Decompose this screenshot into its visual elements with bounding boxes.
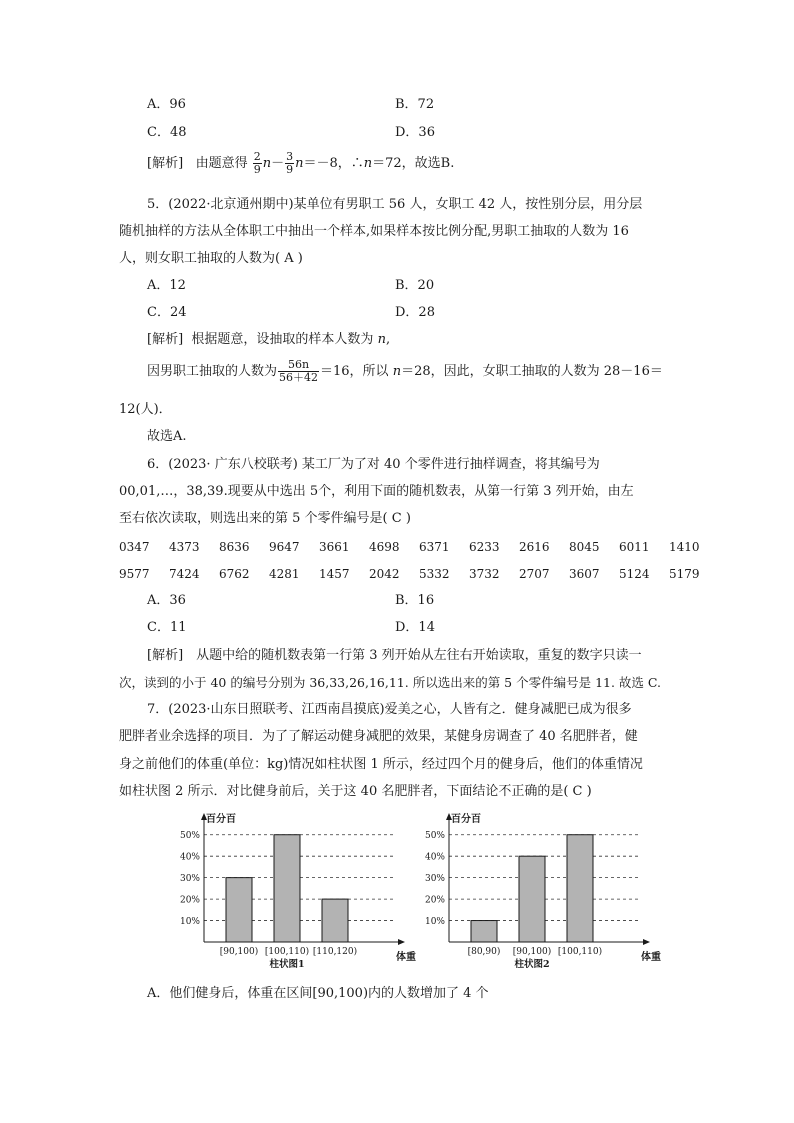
random-number-cell: 3607: [569, 567, 600, 581]
random-table-row-1: [119, 538, 719, 556]
q5-line-3: 人，则女职工抽取的人数为( A ): [119, 251, 303, 266]
random-number-cell: 6011: [619, 540, 650, 554]
q6-line-1: 6．(2023· 广东八校联考) 某工厂为了对 40 个零件进行抽样调查，将其编号为: [147, 457, 600, 472]
bar-chart-1: [170, 808, 416, 970]
random-number-cell: 7424: [169, 567, 200, 581]
bar: [471, 921, 497, 942]
q6-analysis-2: 次，读到的小于 40 的编号分别为 36,33,26,16,11. 所以选出来的第 5 个零件编号是 11. 故选 C.: [119, 675, 661, 690]
y-axis-label: 百分百: [206, 814, 236, 825]
q7-line-4: 如柱状图 2 所示．对比健身前后，关于这 40 名肥胖者，下面结论不正确的是( C ): [119, 784, 592, 799]
q5-option-c: C．24: [147, 305, 187, 320]
y-tick-label: 10%: [179, 917, 200, 928]
y-tick-label: 50%: [424, 831, 445, 842]
x-tick-label: [100,110): [557, 947, 603, 957]
random-table-row-2: [119, 565, 719, 583]
q7-line-2: 肥胖者业余选择的项目．为了了解运动健身减肥的效果，某健身房调查了 40 名肥胖者，健: [119, 729, 638, 744]
fraction: $\frac{2}{9}$: [253, 150, 261, 176]
q5-analysis-1: [解析] 根据题意，设抽取的样本人数为 n,: [147, 332, 391, 347]
random-number-cell: 6762: [219, 567, 250, 581]
q5-analysis-4: 故选A.: [147, 429, 187, 444]
chart-title: 柱状图2: [514, 959, 550, 970]
x-axis-label: 体重: [641, 952, 661, 963]
x-tick-label: [90,100): [512, 947, 552, 957]
bar-chart-2: [415, 808, 661, 970]
analysis-text: 由题意得: [195, 156, 248, 171]
random-number-cell: 4281: [269, 567, 300, 581]
bar: [322, 899, 348, 942]
x-tick-label: [100,110): [264, 947, 310, 957]
chart-title: 柱状图1: [269, 959, 305, 970]
q7-line-3: 身之前他们的体重(单位：kg)情况如柱状图 1 所示，经过四个月的健身后，他们的体重情况: [119, 757, 643, 772]
random-number-cell: 5332: [419, 567, 450, 581]
random-number-cell: 2616: [519, 540, 550, 554]
random-number-cell: 2707: [519, 567, 550, 581]
random-number-cell: 4373: [169, 540, 200, 554]
random-number-cell: 0347: [119, 540, 150, 554]
x-tick-label: [110,120): [312, 947, 358, 957]
q5-analysis-2: 因男职工抽取的人数为 $\frac{56n}{56+42}$ ＝16，所以 n＝28，因此，女职工抽取的人数为 28－16＝: [147, 358, 663, 384]
y-tick-label: 30%: [424, 874, 445, 885]
q6-option-c: C．11: [147, 620, 187, 635]
q6-analysis-1: [解析] 从题中给的随机数表第一行第 3 列开始从左往右开始读取，重复的数字只读一: [147, 648, 642, 663]
bar: [274, 835, 300, 942]
bar: [226, 878, 252, 942]
random-number-cell: 2042: [369, 567, 400, 581]
fraction: $\frac{3}{9}$: [286, 150, 294, 176]
y-tick-label: 40%: [424, 852, 445, 863]
q5-analysis-3: 12(人)．: [119, 402, 172, 417]
q7-line-1: 7．(2023·山东日照联考、江西南昌摸底)爱美之心，人皆有之．健身减肥已成为很多: [147, 702, 632, 717]
x-tick-label: [90,100): [219, 947, 259, 957]
q6-option-d: D．14: [395, 620, 435, 635]
y-tick-label: 30%: [179, 874, 200, 885]
q5-option-a: A．12: [147, 278, 186, 293]
random-number-cell: 6233: [469, 540, 500, 554]
analysis-tag: [解析]: [147, 156, 184, 171]
q4-option-c: C．48: [147, 125, 187, 140]
x-tick-label: [80,90): [467, 947, 501, 957]
q6-option-b: B．16: [395, 593, 435, 608]
random-number-cell: 5124: [619, 567, 650, 581]
bar: [519, 856, 545, 942]
q5-option-d: D．28: [395, 305, 435, 320]
q4-analysis: [解析] 由题意得 $\frac{2}{9}$ n－ $\frac{3}{9}$ n＝－8，∴n＝72，故选B.: [147, 150, 455, 176]
q5-line-2: 随机抽样的方法从全体职工中抽出一个样本,如果样本按比例分配,男职工抽取的人数为 16: [119, 224, 629, 239]
random-number-cell: 1457: [319, 567, 350, 581]
random-number-cell: 4698: [369, 540, 400, 554]
random-number-cell: 6371: [419, 540, 450, 554]
random-number-cell: 8045: [569, 540, 600, 554]
x-axis-label: 体重: [396, 952, 416, 963]
q5-option-b: B．20: [395, 278, 435, 293]
random-number-cell: 9647: [269, 540, 300, 554]
y-tick-label: 20%: [179, 895, 200, 906]
y-tick-label: 40%: [179, 852, 200, 863]
q6-line-3: 至右依次读取，则选出来的第 5 个零件编号是( C ): [119, 511, 411, 526]
q4-option-d: D．36: [395, 125, 435, 140]
random-number-cell: 9577: [119, 567, 150, 581]
y-axis-label: 百分百: [451, 814, 481, 825]
q6-option-a: A．36: [147, 593, 186, 608]
random-number-cell: 3661: [319, 540, 350, 554]
q6-line-2: 00,01,…，38,39.现要从中选出 5个，利用下面的随机数表，从第一行第 3 列开始，由左: [119, 484, 634, 499]
random-number-cell: 3732: [469, 567, 500, 581]
x-axis-arrow: [398, 939, 405, 945]
q4-option-a: A．96: [147, 97, 186, 112]
random-number-cell: 5179: [669, 567, 700, 581]
q4-option-b: B．72: [395, 97, 435, 112]
random-number-cell: 8636: [219, 540, 250, 554]
y-tick-label: 10%: [424, 917, 445, 928]
variable-n: n: [262, 156, 272, 171]
x-axis-arrow: [643, 939, 650, 945]
q5-line-1: 5．(2022·北京通州期中)某单位有男职工 56 人，女职工 42 人，按性别分层，用分层: [147, 197, 643, 212]
q7-option-a: A．他们健身后，体重在区间[90,100)内的人数增加了 4 个: [147, 986, 489, 1001]
y-tick-label: 20%: [424, 895, 445, 906]
fraction: $\frac{56n}{56+42}$: [279, 358, 319, 384]
y-tick-label: 50%: [179, 831, 200, 842]
random-number-cell: 1410: [669, 540, 700, 554]
bar: [567, 835, 593, 942]
